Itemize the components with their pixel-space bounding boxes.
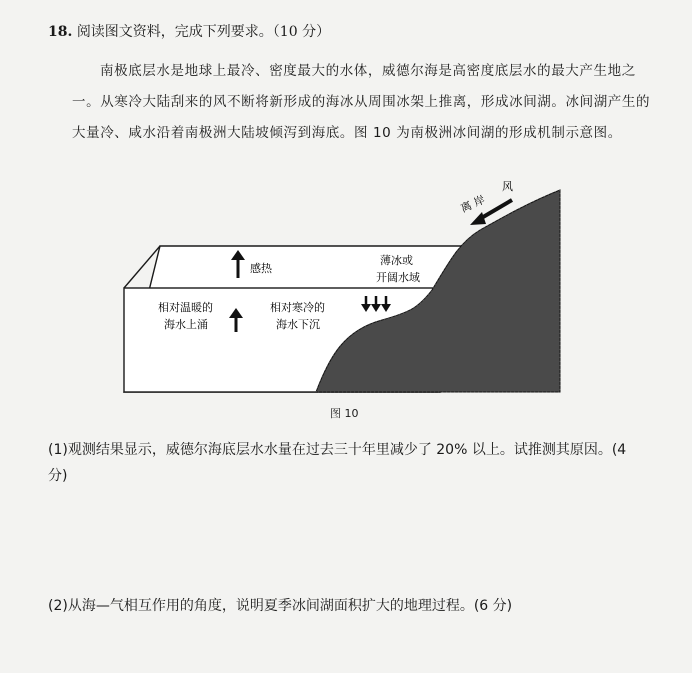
heat-label: 感热	[250, 262, 272, 275]
cold-water-label-2: 海水下沉	[276, 318, 320, 331]
thin-ice-label-2: 开阔水域	[376, 271, 420, 284]
subquestion-2: (2)从海—气相互作用的角度，说明夏季冰间湖面积扩大的地理过程。(6 分)	[48, 598, 513, 614]
thin-ice-label-1: 薄冰或	[380, 254, 413, 267]
polynya-diagram	[120, 180, 580, 400]
warm-water-label-1: 相对温暖的	[158, 301, 213, 314]
offshore-label: 离 岸	[458, 193, 488, 216]
question-number: 18.	[48, 24, 73, 40]
wind-label: 风	[502, 180, 513, 193]
question-heading	[48, 22, 668, 42]
cold-water-label-1: 相对寒冷的	[270, 301, 325, 314]
sinking-arrows	[361, 296, 391, 312]
subquestion-1: (1)观测结果显示，威德尔海底层水水量在过去三十年里减少了 20% 以上。试推测其原因。(4 分)	[48, 442, 627, 484]
material-paragraph: 南极底层水是地球上最冷、密度最大的水体，威德尔海是高密度底层水的最大产生地之一。从寒冷大陆刮来的风不断将新形成的海冰从周围冰架上推离，形成冰间湖。冰间湖产生的大量冷、咸水沿着南极洲大陆坡倾泻到海底。图 10 为南极洲冰间湖的形成机制示意图。	[72, 63, 651, 141]
figure-caption: 图 10	[330, 407, 359, 420]
warm-water-label-2: 海水上涌	[164, 318, 208, 331]
question-title: 阅读图文资料，完成下列要求。（10 分）	[76, 24, 331, 40]
